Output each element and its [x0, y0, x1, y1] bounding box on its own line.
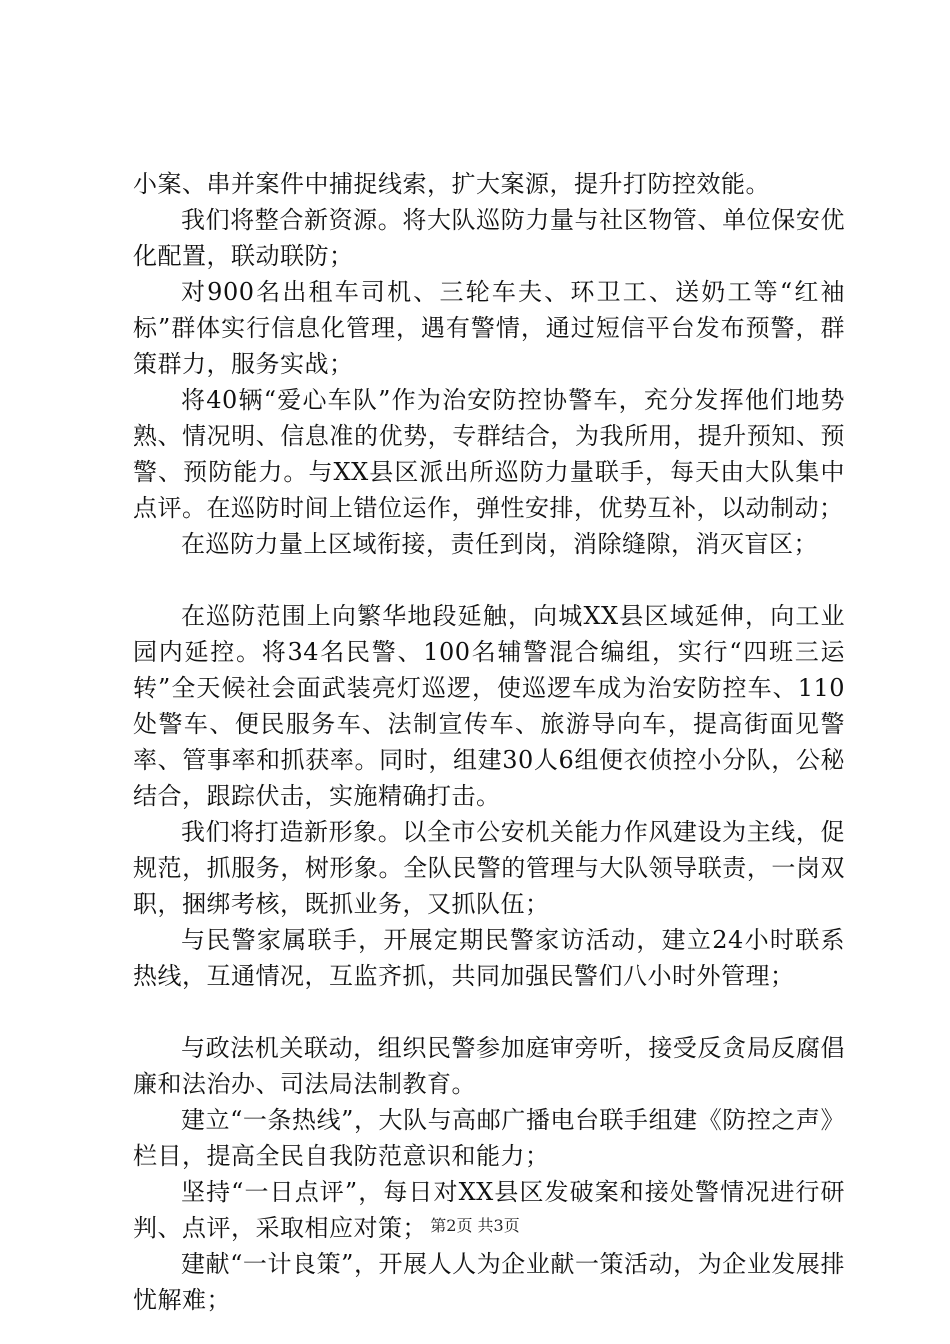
paragraph: 将40辆“爱心车队”作为治安防控协警车，充分发挥他们地势熟、情况明、信息准的优势，专群结合，为我所用，提升预知、预警、预防能力。与XX县区派出所巡防力量联手，每天由大队集中点评。在巡防时间上错位运作，弹性安排，优势互补，以动制动； [133, 386, 845, 522]
document-body [133, 166, 845, 1318]
paragraph: 我们将打造新形象。以全市公安机关能力作风建设为主线，促规范，抓服务，树形象。全队民警的管理与大队领导联责，一岗双职，捆绑考核，既抓业务，又抓队伍； [133, 818, 845, 918]
page-number-footer: 第2页 共3页 [430, 1216, 520, 1235]
paragraph: 坚持“一日点评”，每日对XX县区发破案和接处警情况进行研判、点评，采取相应对策； [133, 1178, 845, 1242]
paragraph: 在巡防力量上区域衔接，责任到岗，消除缝隙，消灭盲区； [181, 530, 818, 558]
paragraph-gap [133, 994, 845, 1030]
paragraph-continuation: 小案、串并案件中捕捉线索，扩大案源，提升打防控效能。 [133, 170, 770, 198]
paragraph: 与政法机关联动，组织民警参加庭审旁听，接受反贪局反腐倡廉和法治办、司法局法制教育。 [133, 1034, 845, 1098]
paragraph: 与民警家属联手，开展定期民警家访活动，建立24小时联系热线，互通情况，互监齐抓，共同加强民警们八小时外管理； [133, 926, 845, 990]
paragraph-gap [133, 562, 845, 598]
paragraph: 我们将整合新资源。将大队巡防力量与社区物管、单位保安优化配置，联动联防； [133, 206, 845, 270]
paragraph: 建立“一条热线”，大队与高邮广播电台联手组建《防控之声》栏目，提高全民自我防范意识和能力； [133, 1106, 845, 1170]
paragraph: 在巡防范围上向繁华地段延触，向城XX县区域延伸，向工业园内延控。将34名民警、100名辅警混合编组，实行“四班三运转”全天候社会面武装亮灯巡逻，使巡逻车成为治安防控车、110处警车、便民服务车、法制宣传车、旅游导向车，提高街面见警率、管事率和抓获率。同时，组建30人6组便衣侦控小分队，公秘结合，跟踪伏击，实施精确打击。 [133, 602, 845, 810]
paragraph: 建献“一计良策”，开展人人为企业献一策活动，为企业发展排忧解难； [133, 1250, 845, 1314]
paragraph: 对900名出租车司机、三轮车夫、环卫工、送奶工等“红袖标”群体实行信息化管理，遇有警情，通过短信平台发布预警，群策群力，服务实战； [133, 278, 845, 378]
